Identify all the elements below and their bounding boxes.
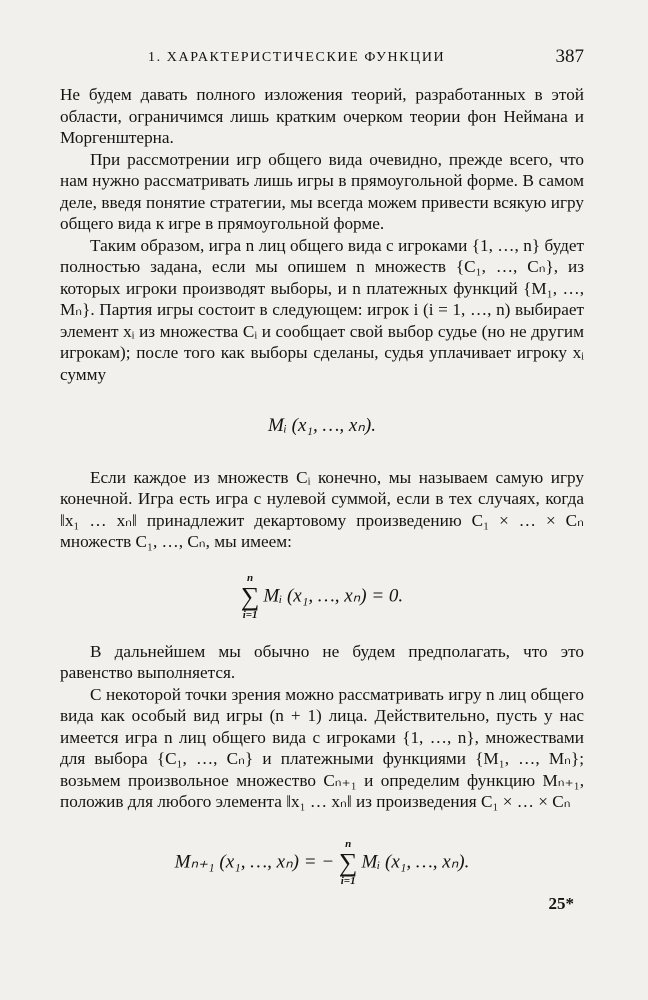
formula-extra-player [60, 839, 584, 887]
paragraph-1: Не будем давать полного изложения теорий, разработанных в этой области, ограничимся лишь кратким очерком теории фон Неймана и Моргенштерна. [60, 85, 584, 147]
formula-extra-player-right: Mᵢ (x₁, …, xₙ). [361, 850, 470, 872]
page-header [60, 46, 584, 74]
sum-upper-limit: n [247, 571, 254, 584]
book-page [60, 0, 584, 1000]
summation-sign [339, 839, 358, 887]
paragraph-4: Если каждое из множеств Cᵢ конечно, мы называем самую игру конечной. Игра есть игра с нулевой суммой, если в тех случаях, когда ‖x₁ … xₙ‖ принадлежит декартовому произведению C₁ × … × Cₙ множеств C₁, …, Cₙ, мы имеем: [60, 467, 584, 551]
paragraph-3: Таким образом, игра n лиц общего вида с игроками {1, …, n} будет полностью задана, если мы опишем n множеств {C₁, …, Cₙ}, из которых игроки производят выборы, и n платежных функций {M₁, …, Mₙ}. Партия игры состоит в следующем: игрок i (i = 1, …, n) выбирает элемент xᵢ из множества Cᵢ и сообщает свой выбор судье (но не другим игрокам); после того как выборы сделаны, судья уплачивает игроку xᵢ сумму [60, 235, 584, 384]
sum-lower-limit: i=1 [340, 874, 356, 887]
sigma-symbol: ∑ [240, 581, 260, 611]
paragraph-6: С некоторой точки зрения можно рассматривать игру n лиц общего вида как особый вид игры (n + 1) лица. Действительно, пусть у нас имеется игра n лиц общего вида с игроками {1, …, n}, множествами для выбора {C₁, …, Cₙ} и платежными функциями {M₁, …, Mₙ}; возьмем произвольное множество Cₙ₊₁ и определим функцию Mₙ₊₁, положив для любого элемента ‖x₁ … xₙ‖ из произведения C₁ × … × Cₙ [60, 684, 584, 811]
formula-zero-sum-expression: Mᵢ (x₁, …, xₙ) = 0. [263, 584, 404, 606]
signature-mark: 25* [548, 894, 574, 913]
formula-extra-player-left: Mₙ₊₁ (x₁, …, xₙ) = − [174, 850, 335, 872]
formula-payoff: Mᵢ (x₁, …, xₙ). [268, 415, 376, 436]
formula-zero-sum [60, 573, 584, 621]
page-number: 387 [555, 46, 584, 67]
paragraph-5: В дальнейшем мы обычно не будем предполагать, что это равенство выполняется. [60, 641, 584, 682]
summation-sign [241, 573, 260, 621]
paragraph-2: При рассмотрении игр общего вида очевидно, прежде всего, что нам нужно рассматривать лишь игры в прямоугольной форме. В самом деле, введя понятие стратегии, мы всегда можем привести всякую игру общего вида к игре в прямоугольной форме. [60, 149, 584, 233]
sigma-symbol: ∑ [338, 847, 358, 877]
running-head: 1. ХАРАКТЕРИСТИЧЕСКИЕ ФУНКЦИИ [148, 50, 446, 65]
body-text [60, 84, 584, 887]
sum-lower-limit: i=1 [242, 608, 258, 621]
sum-upper-limit: n [345, 837, 352, 850]
